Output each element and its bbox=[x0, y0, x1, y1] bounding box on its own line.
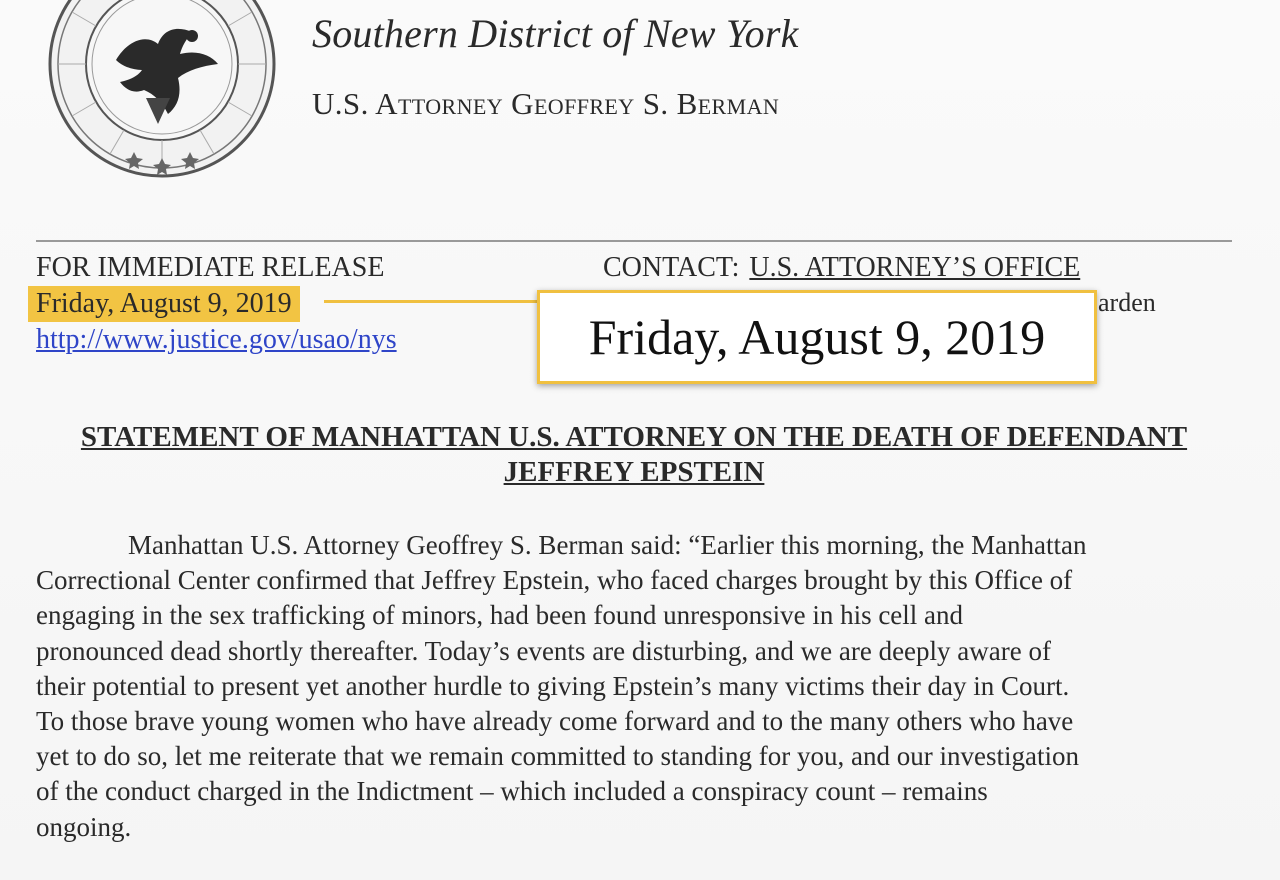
date-callout-box: Friday, August 9, 2019 bbox=[537, 290, 1097, 384]
body-line: Manhattan U.S. Attorney Geoffrey S. Berman said: “Earlier this morning, the Manhattan bbox=[128, 530, 1087, 560]
office-website-link[interactable]: http://www.justice.gov/usao/nys bbox=[36, 324, 397, 355]
body-line: of the conduct charged in the Indictment – which included a conspiracy count – remains bbox=[36, 776, 988, 807]
body-line: yet to do so, let me reiterate that we remain committed to standing for you, and our investigation bbox=[36, 741, 1079, 772]
body-line: pronounced dead shortly thereafter. Today’s events are disturbing, and we are deeply aware of bbox=[36, 635, 1051, 666]
statement-headline bbox=[36, 420, 1232, 490]
contact-label: CONTACT: bbox=[603, 252, 740, 283]
body-line: ongoing. bbox=[36, 811, 132, 842]
district-office-title: Southern District of New York bbox=[312, 11, 799, 56]
callout-connector-line bbox=[324, 300, 538, 303]
body-line: Correctional Center confirmed that Jeffrey Epstein, who faced charges brought by this Office of bbox=[36, 565, 1073, 596]
contact-partial-text: arden bbox=[1098, 288, 1156, 317]
attorney-name: U.S. Attorney Geoffrey S. Berman bbox=[312, 86, 780, 121]
body-line: engaging in the sex trafficking of minors, had been found unresponsive in his cell and bbox=[36, 600, 964, 631]
contact-line bbox=[603, 252, 1080, 284]
contact-office: U.S. ATTORNEY’S OFFICE bbox=[749, 252, 1081, 283]
headline-line-1: STATEMENT OF MANHATTAN U.S. ATTORNEY ON THE DEATH OF DEFENDANT bbox=[80, 421, 1188, 453]
release-label: FOR IMMEDIATE RELEASE bbox=[36, 252, 385, 283]
body-line: To those brave young women who have already come forward and to the many others who have bbox=[36, 706, 1074, 737]
department-of-justice-seal-icon bbox=[46, 0, 278, 180]
body-line: their potential to present yet another hurdle to giving Epstein’s many victims their day in Court. bbox=[36, 670, 1070, 701]
statement-body bbox=[36, 528, 1236, 845]
headline-line-2: JEFFREY EPSTEIN bbox=[503, 456, 765, 488]
header-divider bbox=[36, 240, 1232, 242]
release-date-highlighted: Friday, August 9, 2019 bbox=[28, 286, 300, 322]
